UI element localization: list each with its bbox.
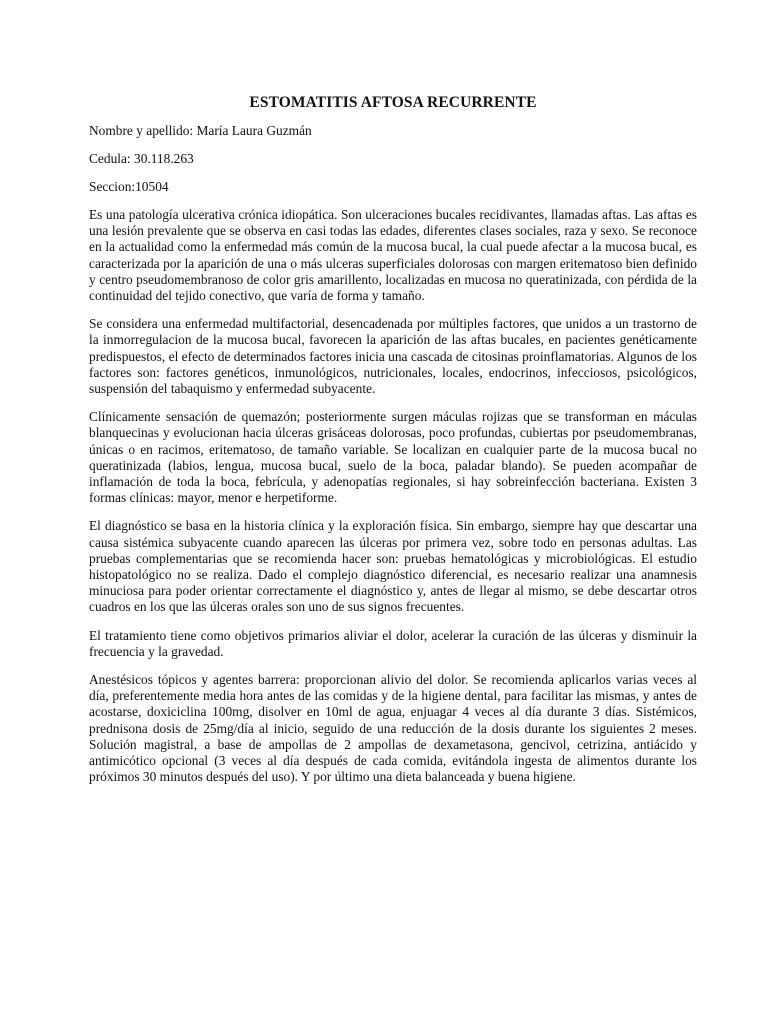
section-number: Seccion:10504	[89, 179, 169, 194]
student-name: Nombre y apellido: María Laura Guzmán	[89, 123, 312, 138]
student-id: Cedula: 30.118.263	[89, 151, 194, 166]
paragraph-etiology: Se considera una enfermedad multifactorial, desencadenada por múltiples factores, que unidos a un trastorno de la inmorregulacion de la mucosa bucal, favorecen la aparición de las aftas bucales, en pacientes genéticamente predispuestos, el efecto de determinados factores inicia una cascada de citosinas proinflamatorias. Algunos de los factores son: factores genéticos, inmunológicos, nutricionales, locales, endocrinos, infecciosos, psicológicos, suspensión del tabaquismo y enfermedad subyacente.	[89, 316, 697, 397]
paragraph-clinical: Clínicamente sensación de quemazón; posteriormente surgen máculas rojizas que se transforman en máculas blanquecinas y evolucionan hacia úlceras grisáceas dolorosas, poco profundas, cubiertas por pseudomembranas, únicas o en racimos, eritematoso, de tamaño variable. Se localizan en cualquier parte de la mucosa bucal no queratinizada (labios, lengua, mucosa bucal, suelo de la boca, paladar blando). Se pueden acompañar de inflamación de toda la boca, febrícula, y adenopatías regionales, si hay sobreinfección bacteriana. Existen 3 formas clínicas: mayor, menor e herpetiforme.	[89, 409, 697, 506]
paragraph-definition: Es una patología ulcerativa crónica idiopática. Son ulceraciones bucales recidivantes, llamadas aftas. Las aftas es una lesión prevalente que se observa en casi todas las edades, diferentes clases sociales, raza y sexo. Se reconoce en la actualidad como la enfermedad más común de la mucosa bucal, la cual puede afectar a la mucosa bucal, es caracterizada por la aparición de una o más ulceras superficiales dolorosas con margen eritematoso bien definido y centro pseudomembranoso de color gris amarillento, localizadas en mucosa no queratinizada, con pérdida de la continuidad del tejido conectivo, que varía de forma y tamaño.	[89, 207, 697, 304]
document-page	[89, 93, 697, 798]
paragraph-treatment-goals: El tratamiento tiene como objetivos primarios aliviar el dolor, acelerar la curación de las úlceras y disminuir la frecuencia y la gravedad.	[89, 627, 697, 659]
paragraph-diagnosis: El diagnóstico se basa en la historia clínica y la exploración física. Sin embargo, siempre hay que descartar una causa sistémica subyacente cuando aparecen las úlceras por primera vez, sobre todo en personas adultas. Las pruebas complementarias que se recomienda hacer son: pruebas hematológicas y microbiológicas. El estudio histopatológico no se realiza. Dado el complejo diagnóstico diferencial, es necesario realizar una anamnesis minuciosa para poder orientar correctamente el diagnóstico y, antes de llegar al mismo, se debe descartar otros cuadros en los que las úlceras orales son uno de sus signos frecuentes.	[89, 518, 697, 615]
document-title: ESTOMATITIS AFTOSA RECURRENTE	[249, 94, 537, 111]
paragraph-treatment-details: Anestésicos tópicos y agentes barrera: proporcionan alivio del dolor. Se recomienda aplicarlos varias veces al día, preferentemente media hora antes de las comidas y de la higiene dental, para facilitar las mismas, y antes de acostarse, doxiciclina 100mg, disolver en 10ml de agua, enjuagar 4 veces al día durante 3 días. Sistémicos, prednisona dosis de 25mg/día al inicio, seguido de una reducción de la dosis durante los siguientes 2 meses. Solución magistral, a base de ampollas de 2 ampollas de dexametasona, gencivol, cetrizina, antiácido y antimicótico opcional (3 veces al día después de cada comida, evitándola ingesta de alimentos durante los próximos 30 minutos después del uso). Y por último una dieta balanceada y buena higiene.	[89, 672, 697, 785]
